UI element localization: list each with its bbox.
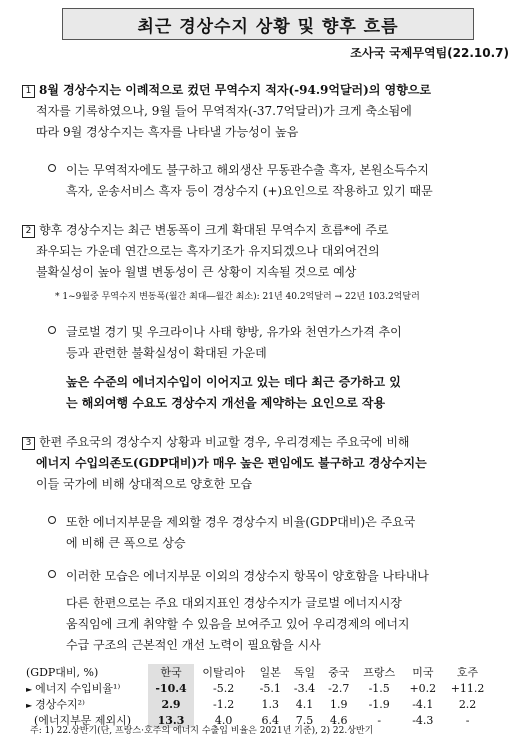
org-date: 조사국 국제무역팀(22.10.7) [350,46,509,60]
table-cell: -10.4 [148,680,194,696]
sub-point-1 [48,160,510,202]
sub3-line2: 에 비해 큰 폭으로 상승 [66,536,186,550]
section-number: 2 [22,225,35,238]
table-cell: -1.5 [368,681,390,695]
col-header: 한국 [148,664,194,680]
section-number: 3 [22,437,35,450]
col-header: 중국 [328,666,350,679]
section-2 [22,220,510,283]
sub-point-2 [48,322,510,414]
sub4-line4: 수급 구조의 근본적인 개선 노력이 필요함을 시사 [66,638,321,652]
sub2-line1: 글로벌 경기 및 우크라이나 사태 향방, 유가와 천연가스가격 추이 [66,325,402,339]
table-footnote: 주: 1) 22.상반기(단, 프랑스·호주의 에너지 수출입 비율은 2021년 기준), 2) 22.상반기 [30,726,374,736]
col-header: 일본 [259,666,281,679]
sec2-line1: 향후 경상수지는 최근 변동폭이 크게 확대된 무역수지 흐름*에 주로 [39,223,389,237]
sub4-line2: 다른 한편으로는 주요 대외지표인 경상수지가 글로벌 에너지시장 [66,596,402,610]
col-header: 독일 [293,666,316,679]
sub2-line4: 는 해외여행 수요도 경상수지 개선을 제약하는 요인으로 작용 [66,396,386,410]
section-1 [22,80,510,143]
section-number: 1 [22,85,35,98]
arrow-right-icon: ► [26,701,33,710]
table-cell: 2.2 [458,697,477,711]
circle-bullet-icon [48,570,56,578]
sec3-line1: 한편 주요국의 경상수지 상황과 비교할 경우, 우리경제는 주요국에 비해 [39,435,410,449]
table-cell: -5.2 [212,681,235,695]
table-cell: 4.1 [295,697,314,711]
sub4-line3: 움직임에 크게 취약할 수 있음을 보여주고 있어 우리경제의 에너지 [66,617,410,631]
sub4-line1: 이러한 모습은 에너지부문 이외의 경상수지 항목이 양호함을 나타내나 [66,569,429,583]
sub3-line1: 또한 에너지부문을 제외할 경우 경상수지 비율(GDP대비)은 주요국 [66,515,416,529]
row-label: 에너지 수입비율¹⁾ [35,682,121,695]
page-title: 최근 경상수지 상황 및 향후 흐름 [62,8,474,40]
sec1-line1: 8월 경상수지는 이례적으로 컸던 무역수지 적자(-94.9억달러)의 영향으로 [39,83,431,97]
circle-bullet-icon [48,164,56,172]
section-3 [22,432,510,495]
table-header-row [22,664,492,680]
col-header: 호주 [456,666,479,679]
sub1-line1: 이는 무역적자에도 불구하고 해외생산 무동관수출 흑자, 본원소득수지 [66,163,429,177]
arrow-right-icon: ► [26,685,33,694]
circle-bullet-icon [48,516,56,524]
table-cell: 1.9 [329,697,348,711]
circle-bullet-icon [48,326,56,334]
table-cell: 13.3 [148,712,194,728]
table-cell: +0.2 [409,681,437,695]
sec2-line2: 좌우되는 가운데 연간으로는 흑자기조가 유지되겠으나 대외여건의 [36,244,380,258]
table-cell: - [465,713,470,727]
table-cell: 6.4 [261,713,279,727]
table-cell: -5.1 [259,681,281,695]
row-label: 경상수지²⁾ [35,698,85,711]
sub2-line3: 높은 수준의 에너지수입이 이어지고 있는 데다 최근 증가하고 있 [66,375,401,389]
sub-point-4 [48,566,510,656]
table-cell: -2.7 [328,681,350,695]
table-unit: (GDP대비, %) [26,666,99,679]
sec3-line3: 이들 국가에 비해 상대적으로 양호한 모습 [36,477,253,491]
sec2-line3: 불확실성이 높아 월별 변동성이 큰 상황이 지속될 것으로 예상 [36,265,357,279]
sec1-line3: 따라 9월 경상수지는 흑자를 나타낼 가능성이 높음 [36,125,299,139]
table-cell: -1.2 [212,697,235,711]
sub1-line2: 흑자, 운송서비스 흑자 등이 경상수지 (+)요인으로 작용하고 있기 때문 [66,184,433,198]
col-header: 미국 [412,666,434,679]
sub-point-3 [48,512,510,554]
table-cell: -3.4 [293,681,316,695]
table-cell: -4.3 [412,713,434,727]
sec3-line2: 에너지 수입의존도(GDP대비)가 매우 높은 편임에도 불구하고 경상수지는 [36,456,427,470]
table-row [22,680,492,696]
sec2-note: * 1~9월중 무역수지 변동폭(월간 최대―월간 최소): 21년 40.2억달러 → 22년 103.2억달러 [55,292,420,302]
sec1-line2: 적자를 기록하였으나, 9월 들어 무역적자(-37.7억달러)가 크게 축소됨에 [36,104,412,118]
comparison-table [22,664,492,728]
table-cell: 4.6 [329,713,348,727]
sub2-line2: 등과 관련한 불확실성이 확대된 가운데 [66,346,267,360]
col-header: 이탈리아 [202,666,245,679]
col-header: 프랑스 [363,666,396,679]
table-cell: 1.3 [261,697,279,711]
row-label: (에너지부문 제외시) [34,714,132,727]
table-cell: +11.2 [450,681,485,695]
table-cell: 4.0 [214,713,233,727]
table-cell: 2.9 [148,696,194,712]
table-cell: -1.9 [368,697,390,711]
table-cell: - [377,713,382,727]
table-row [22,696,492,712]
table-cell: -4.1 [412,697,434,711]
table-cell: 7.5 [295,713,314,727]
